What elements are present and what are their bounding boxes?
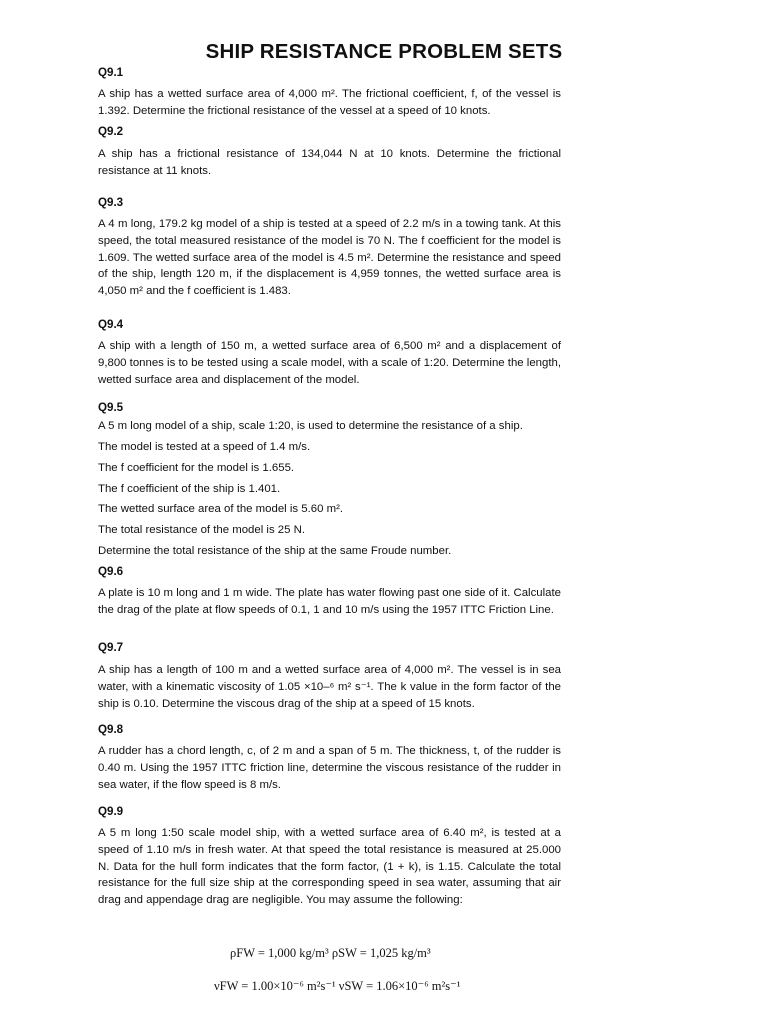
- question-text: A 5 m long 1:50 scale model ship, with a wetted surface area of 6.40 m², is tested at a speed of 1.10 m/s in fresh water. At that speed the total resistance is measured at 25.000 N. Data for the hull form indicates that the form factor, (1 + k), is 1.15. Calculate the total resistance for the full size ship at the corresponding speed in sea water, assuming that air drag and appendage drag are negligible. You may assume the following:: [98, 827, 561, 907]
- question-text: A ship with a length of 150 m, a wetted surface area of 6,500 m² and a displacement of 9,800 tonnes is to be tested using a scale model, with a scale of 1:20. Determine the length, wetted surface area and displacement of the model.: [98, 340, 561, 386]
- question-heading: Q9.5: [98, 401, 124, 414]
- question-heading: Q9.6: [98, 565, 124, 578]
- question-text: A plate is 10 m long and 1 m wide. The plate has water flowing past one side of it. Calculate the drag of the plate at flow speeds of 0.1, 1 and 10 m/s using the 1957 ITTC Friction Line.: [98, 587, 561, 616]
- question-line: The total resistance of the model is 25 N.: [98, 524, 306, 536]
- question-text: A 4 m long, 179.2 kg model of a ship is tested at a speed of 2.2 m/s in a towing tank. At this speed, the total measured resistance of the model is 70 N. The f coefficient for the model is 1.609. The wetted surface area of the model is 4.5 m². Determine the resistance and speed of the ship, length 120 m, if the displacement is 4,959 tonnes, the wetted surface area is 4,050 m² and the f coefficient is 1.483.: [98, 218, 561, 298]
- question-line: The model is tested at a speed of 1.4 m/s.: [98, 441, 311, 453]
- density-formula: ρFW = 1,000 kg/m³ ρSW = 1,025 kg/m³: [230, 946, 431, 960]
- viscosity-formula: νFW = 1.00×10⁻⁶ m²s⁻¹ νSW = 1.06×10⁻⁶ m²s⁻¹: [214, 979, 461, 993]
- question-heading: Q9.4: [98, 318, 124, 331]
- question-heading: Q9.2: [98, 125, 124, 138]
- page-title: SHIP RESISTANCE PROBLEM SETS: [205, 40, 563, 63]
- question-line: The wetted surface area of the model is 5.60 m².: [98, 503, 344, 515]
- question-text: A ship has a frictional resistance of 134,044 N at 10 knots. Determine the frictional resistance at 11 knots.: [98, 148, 561, 177]
- question-line: A 5 m long model of a ship, scale 1:20, is used to determine the resistance of a ship.: [98, 420, 523, 432]
- question-heading: Q9.7: [98, 641, 124, 654]
- question-text: A rudder has a chord length, c, of 2 m and a span of 5 m. The thickness, t, of the rudder is 0.40 m. Using the 1957 ITTC friction line, determine the viscous resistance of the rudder in sea water, if the flow speed is 8 m/s.: [98, 745, 561, 791]
- question-text: A ship has a wetted surface area of 4,000 m². The frictional coefficient, f, of the vessel is 1.392. Determine the frictional resistance of the vessel at a speed of 10 knots.: [98, 88, 561, 117]
- question-heading: Q9.8: [98, 723, 124, 736]
- question-heading: Q9.9: [98, 805, 124, 818]
- question-line: The f coefficient of the ship is 1.401.: [98, 483, 281, 495]
- question-text: A ship has a length of 100 m and a wetted surface area of 4,000 m². The vessel is in sea water, with a kinematic viscosity of 1.05 ×10–⁶ m² s⁻¹. The k value in the form factor of the ship is 0.10. Determine the viscous drag of the ship at a speed of 15 knots.: [98, 664, 561, 710]
- question-heading: Q9.3: [98, 196, 124, 209]
- question-line: The f coefficient for the model is 1.655.: [98, 462, 295, 474]
- question-line: Determine the total resistance of the ship at the same Froude number.: [98, 545, 452, 557]
- question-heading: Q9.1: [98, 66, 124, 79]
